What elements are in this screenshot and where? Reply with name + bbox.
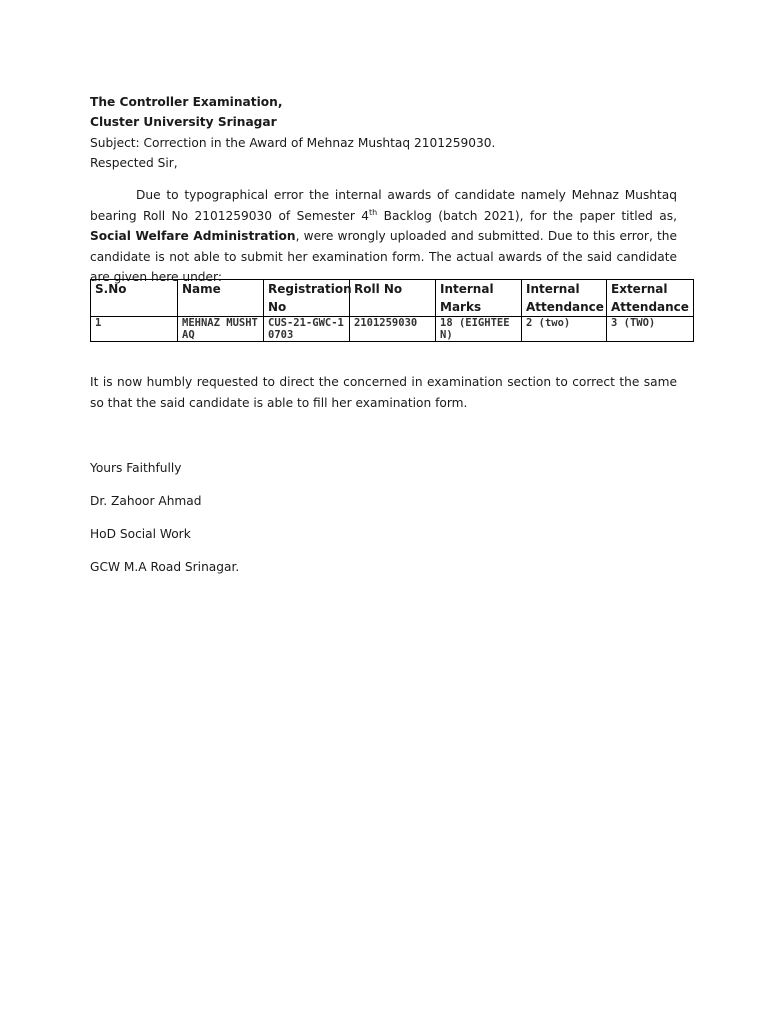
header-internal-marks: Internal Marks — [436, 280, 522, 317]
header-external-attendance: External Attendance — [607, 280, 694, 317]
cell-sno: 1 — [91, 317, 178, 342]
awards-table — [90, 279, 694, 342]
cell-internal-marks: 18 (EIGHTEEN) — [436, 317, 522, 342]
header-internal-attendance: Internal Attendance — [522, 280, 607, 317]
cell-name: MEHNAZ MUSHTAQ — [178, 317, 264, 342]
signatory-title: HoD Social Work — [90, 527, 191, 541]
table-header-row — [91, 280, 694, 317]
body1-part1: Due to typographical error the internal awards of candidate namely Mehnaz Mushtaq bearing Roll No 2101259030 of Semester 4 — [90, 188, 677, 223]
cell-registration-no: CUS-21-GWC-10703 — [264, 317, 350, 342]
subject-line: Subject: Correction in the Award of Mehnaz Mushtaq 2101259030. — [90, 136, 496, 150]
body1-part3: , were wrongly uploaded and submitted. Due to this error, the candidate is not able to submit her examination form. The actual awards of the said candidate are given here under: — [90, 229, 677, 284]
header-sno: S.No — [91, 280, 178, 317]
header-name: Name — [178, 280, 264, 317]
cell-external-attendance: 3 (TWO) — [607, 317, 694, 342]
header-roll-no: Roll No — [350, 280, 436, 317]
signatory-address: GCW M.A Road Srinagar. — [90, 560, 240, 574]
salutation: Respected Sir, — [90, 156, 178, 170]
header-registration-no: Registration No — [264, 280, 350, 317]
recipient-institution: Cluster University Srinagar — [90, 115, 277, 129]
cell-roll-no: 2101259030 — [350, 317, 436, 342]
body-paragraph-2 — [90, 372, 677, 413]
body1-part2: Backlog (batch 2021), for the paper titled as, — [377, 208, 678, 223]
cell-internal-attendance: 2 (two) — [522, 317, 607, 342]
closing: Yours Faithfully — [90, 461, 182, 475]
body1-superscript: th — [369, 207, 378, 217]
body-paragraph-1 — [90, 185, 677, 288]
recipient-title: The Controller Examination, — [90, 95, 283, 109]
signatory-name: Dr. Zahoor Ahmad — [90, 494, 202, 508]
paper-title: Social Welfare Administration — [90, 229, 296, 243]
request-text: It is now humbly requested to direct the concerned in examination section to correct the same so that the said candidate is able to fill her examination form. — [90, 375, 677, 410]
table-row — [91, 317, 694, 342]
